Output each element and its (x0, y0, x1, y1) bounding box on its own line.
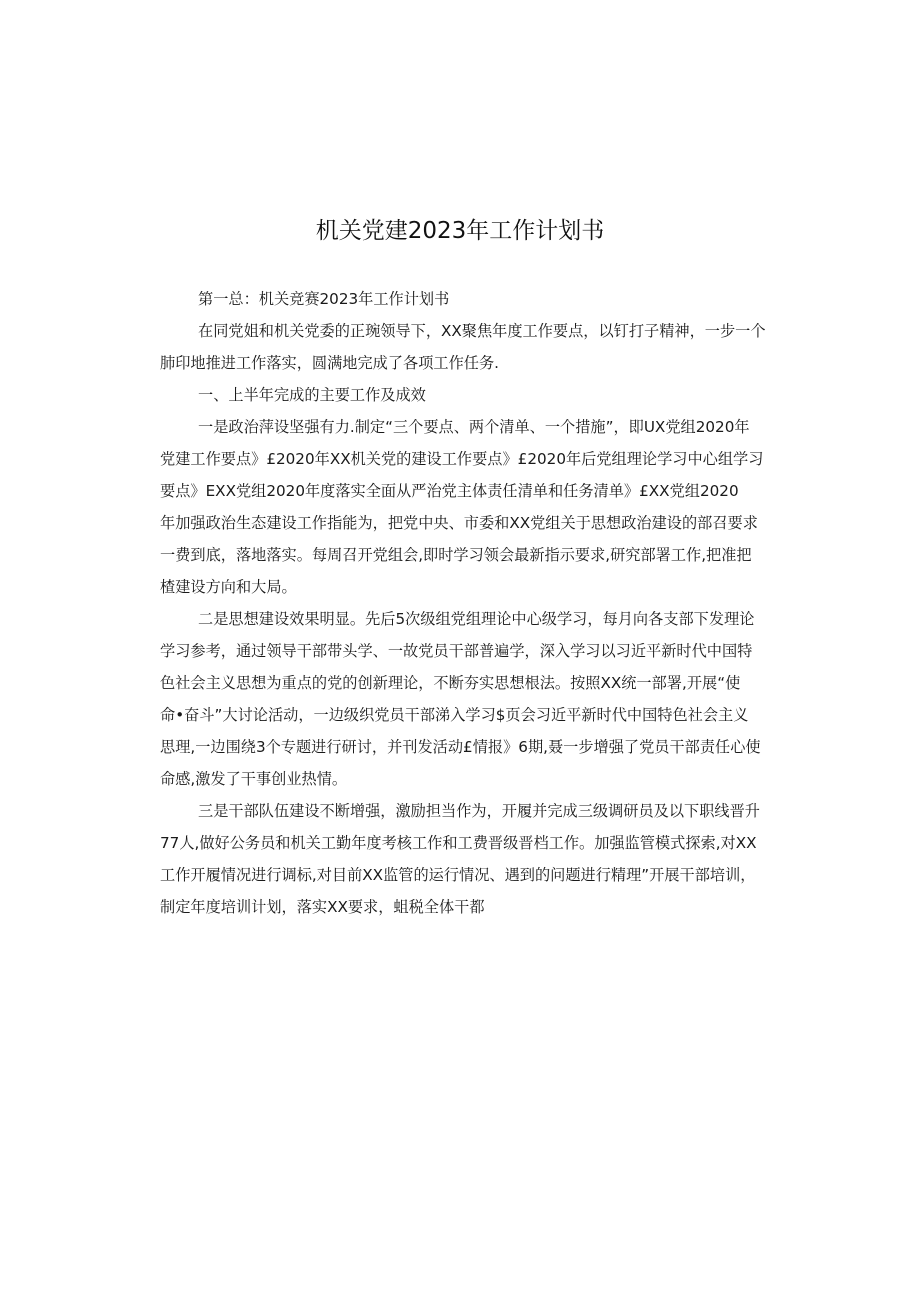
paragraph-line: 色社会主义思想为重点的党的创新理论，不断夯实思想根法。按照XX统一部署,开展“使 (160, 674, 741, 692)
paragraph-line: 思理,一边围绕3个专题进行研讨，并刊发活动£情报》6期,聂一步增强了党员干部责任心使 (160, 738, 761, 756)
document-title: 机关党建2023年工作计划书 (315, 218, 605, 244)
paragraph-line: 制定年度培训计划，落实XX要求，蛆税全体干都 (160, 898, 485, 916)
paragraph-line: 一费到底，落地落实。每周召开党组会,即时学习领会最新指示要求,研究部署工作,把准把 (160, 546, 752, 564)
section-heading: 一、上半年完成的主要工作及成效 (198, 386, 426, 404)
paragraph-line: 命感,激发了干事创业热情。 (160, 770, 348, 788)
paragraph-line: 二是思想建设效果明显。先后5次级组党组理论中心级学习，每月向各支部下发理论 (198, 610, 755, 628)
paragraph-line: 77人,做好公务员和机关工勤年度考核工作和工费晋级晋档工作。加强监管模式探索,对XX (160, 834, 757, 852)
paragraph-line: 命•奋斗”大讨论活动，一边级织党员干部涕入学习$页会习近平新时代中国特色社会主义 (160, 706, 749, 724)
paragraph-line: 一是政治萍设坚强有力.制定“三个要点、两个清单、一个措施”，即UX党组2020年 (198, 418, 750, 436)
paragraph-line: 肺印地推进工作落实，圆满地完成了各项工作任务. (160, 354, 499, 372)
paragraph-line: 学习参考，通过领导干部带头学、一故党员干部普遍学，深入学习以习近平新时代中国特 (160, 642, 753, 660)
paragraph-line: 要点》EXX党组2020年度落实全面从严治党主体责任清单和任务清单》£XX党组2020 (160, 482, 739, 500)
paragraph-line: 三是干部队伍建设不断增强，激励担当作为，开履并完成三级调研员及以下职线晋升 (198, 802, 760, 820)
section-heading: 第一总：机关竞赛2023年工作计划书 (198, 290, 450, 308)
paragraph-line: 年加强政治生态建设工作指能为，把党中央、市委和XX党组关于思想政治建设的部召要求 (160, 514, 758, 532)
paragraph-line: 工作开履情况进行调标,对目前XX监管的运行情况、遇到的问题进行精理”开展干部培训， (160, 866, 756, 884)
paragraph-line: 党建工作要点》£2020年XX机关党的建设工作要点》£2020年后党组理论学习中心组学习 (160, 450, 764, 468)
paragraph-line: 在同党姐和机关党委的正琬领导下，XX聚焦年度工作要点，以钉打子精神，一步一个 (198, 322, 766, 340)
paragraph-line: 楂建设方向和大局。 (160, 578, 297, 596)
